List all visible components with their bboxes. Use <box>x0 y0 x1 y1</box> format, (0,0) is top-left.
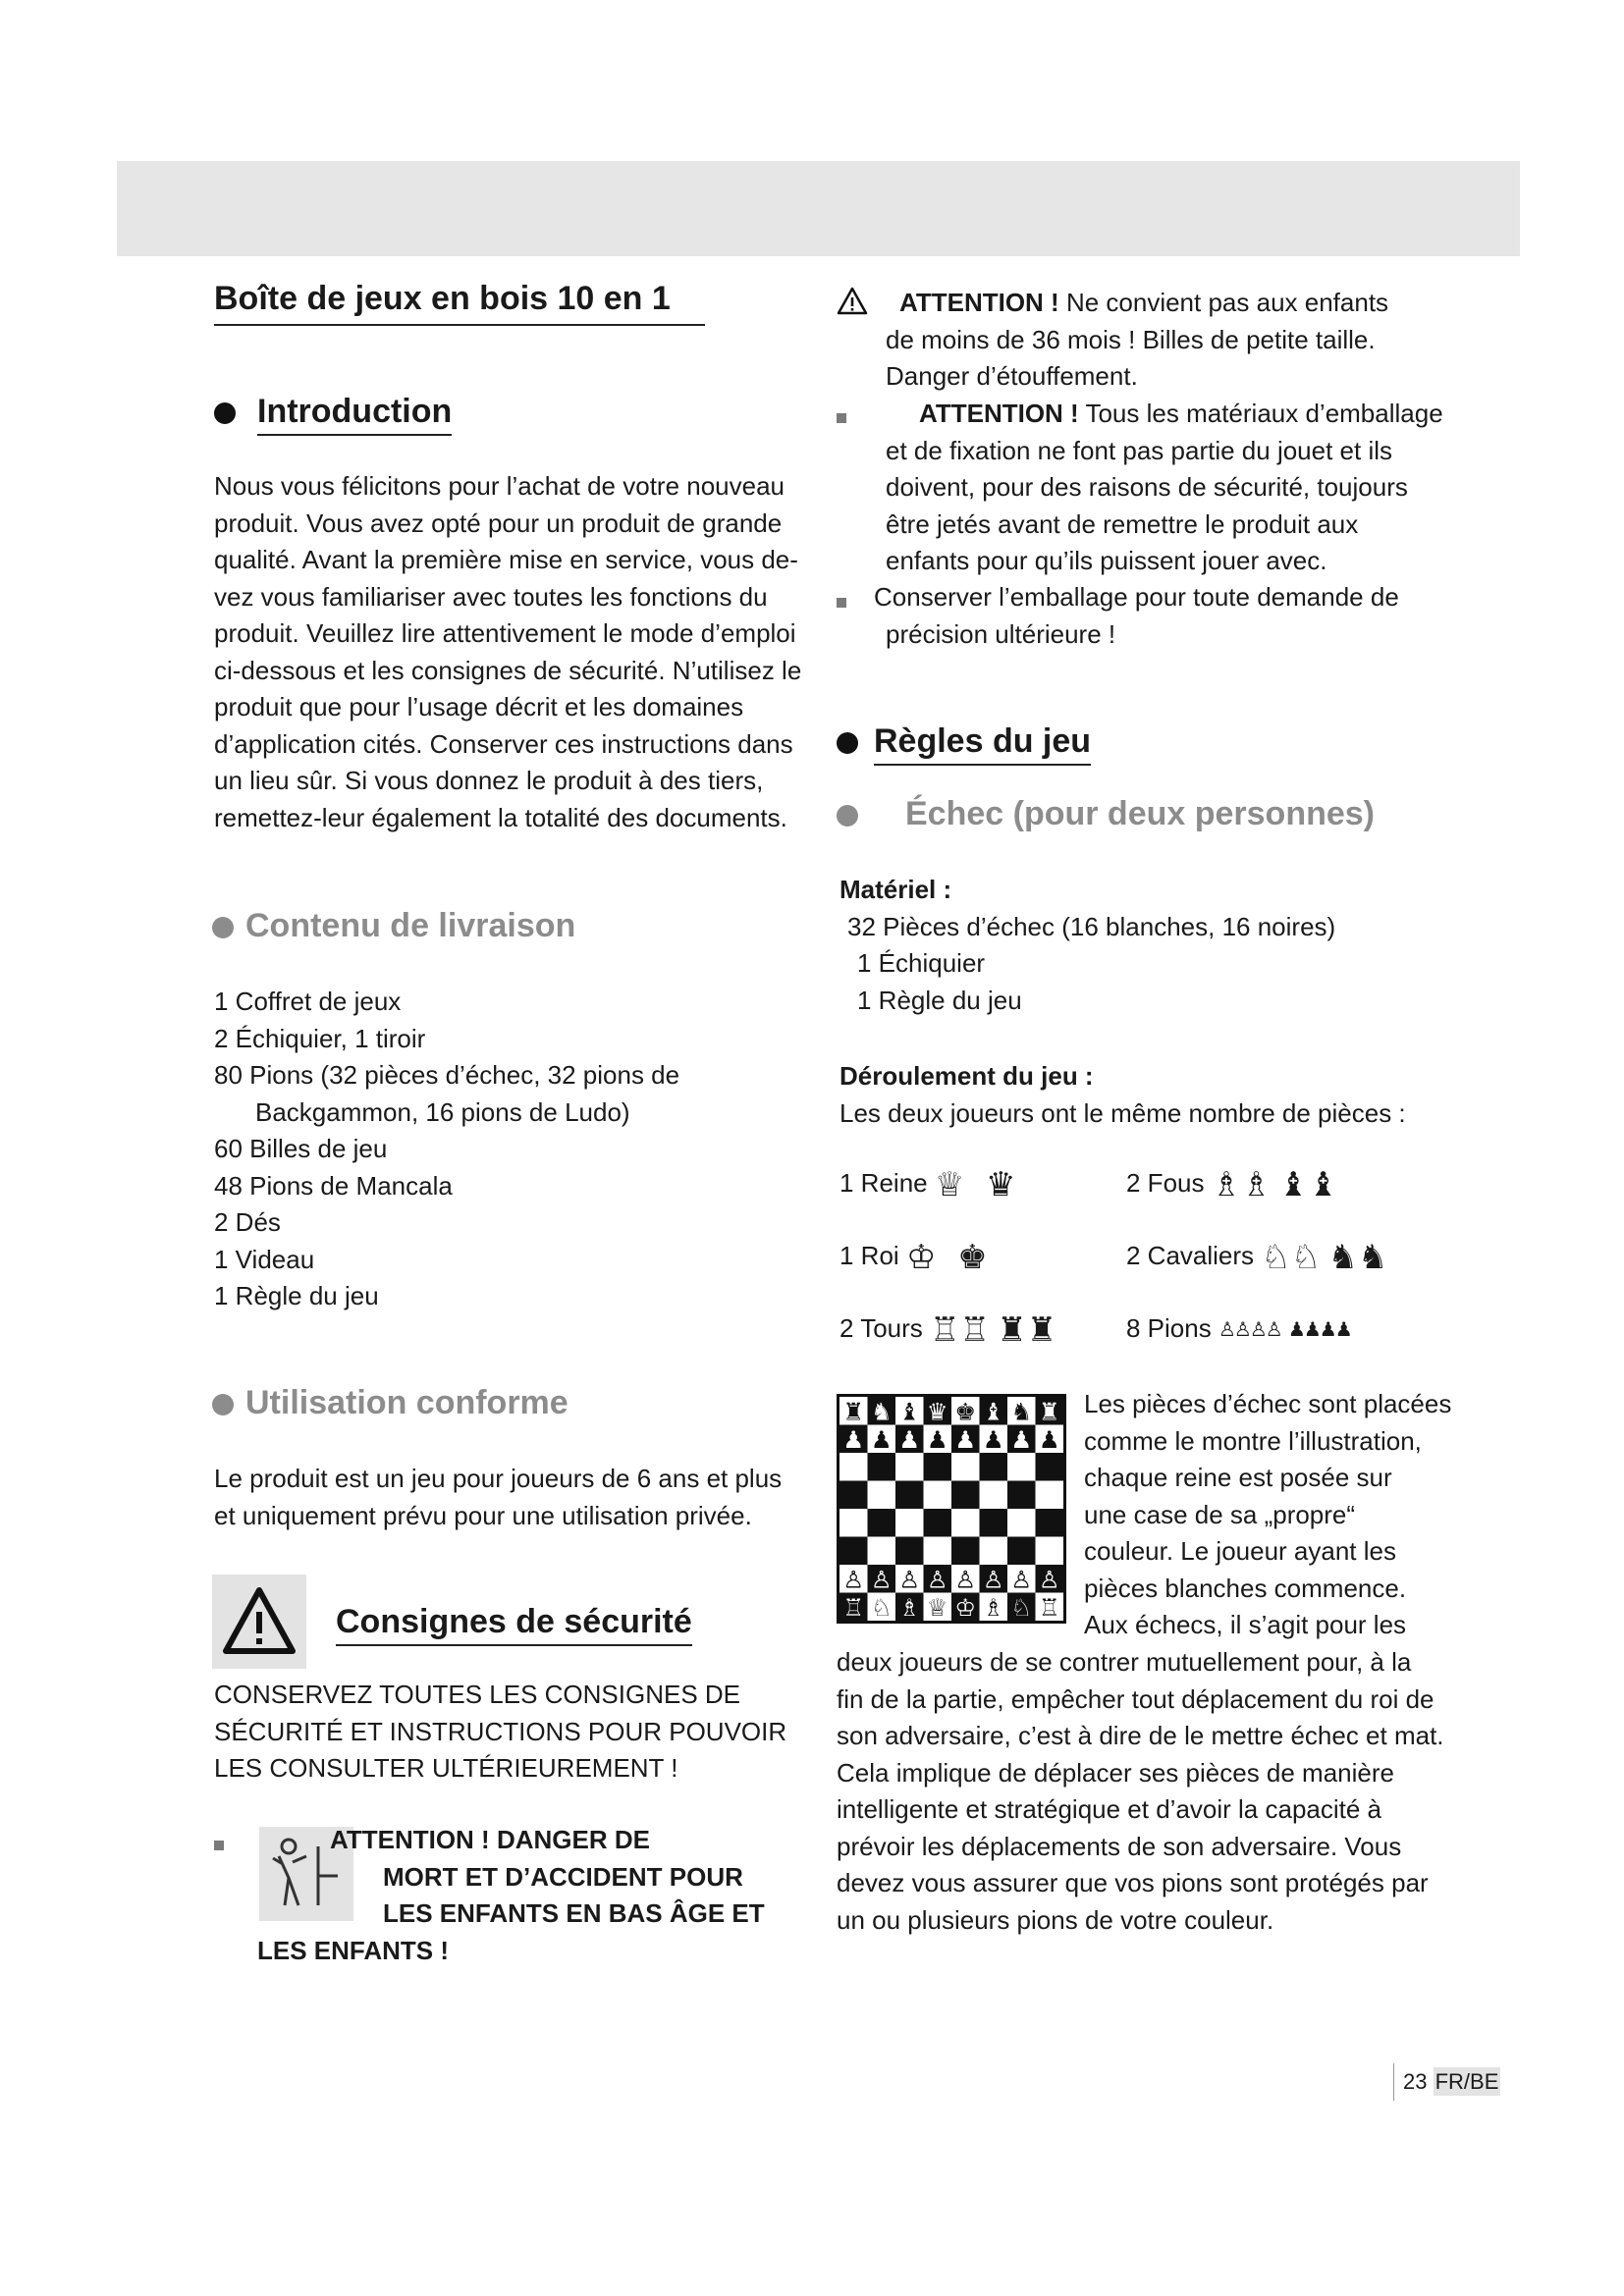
list-item: 80 Pions (32 pièces d’échec, 32 pions de <box>214 1060 680 1090</box>
board-square <box>868 1537 896 1566</box>
warning-2: ATTENTION ! Tous les matériaux d’emballage et de fixation ne font pas partie du jouet et ils doivent, pour des raisons de sécurité, toujours être jetés avant de remettre le produit aux enfants pour qu’ils puissent jouer avec. <box>886 399 1443 575</box>
piece-fous: 2 Fous ♗♗ ♝♝ <box>1126 1166 1338 1204</box>
board-piece <box>927 1594 948 1622</box>
board-piece <box>1010 1426 1032 1454</box>
board-square <box>895 1509 924 1537</box>
board-piece <box>898 1566 920 1593</box>
echec-heading: Échec (pour deux personnes) <box>837 795 1375 833</box>
materiel-block: Matériel : 32 Pièces d’échec (16 blanches, 16 noires) 1 Échiquier 1 Règle du jeu <box>839 875 1336 1015</box>
board-piece <box>1039 1426 1060 1454</box>
board-square <box>868 1453 896 1481</box>
black-king-icon: ♚ <box>957 1239 988 1277</box>
board-piece <box>954 1426 976 1454</box>
board-square <box>951 1509 980 1537</box>
board-square <box>1036 1509 1064 1537</box>
board-piece <box>1010 1398 1032 1425</box>
board-piece <box>898 1594 920 1622</box>
board-square <box>895 1481 924 1510</box>
board-square <box>868 1509 896 1537</box>
white-knight-icon: ♘♘ <box>1261 1239 1322 1277</box>
board-piece <box>842 1594 864 1622</box>
list-item: 60 Billes de jeu <box>214 1134 388 1163</box>
board-square <box>868 1481 896 1510</box>
board-square <box>980 1537 1008 1566</box>
page-number: 23 FR/BE <box>1393 2069 1500 2095</box>
bullet-dot-icon <box>837 732 858 754</box>
list-item: 2 Échiquier, 1 tiroir <box>214 1023 426 1053</box>
board-square <box>951 1537 980 1566</box>
chessboard-illustration <box>837 1394 1066 1624</box>
bullet-dot-icon <box>212 1394 234 1415</box>
board-piece <box>983 1398 1004 1425</box>
board-square <box>839 1509 868 1537</box>
board-square <box>924 1453 952 1481</box>
board-piece <box>1010 1594 1032 1622</box>
bullet-dot-icon <box>214 402 236 424</box>
board-piece <box>842 1398 864 1425</box>
board-square <box>895 1537 924 1566</box>
danger-text: ATTENTION ! DANGER DE MORT ET D’ACCIDENT POUR LES ENFANTS EN BAS ÂGE ET LES ENFANTS ! <box>257 1825 765 1965</box>
board-piece <box>1039 1594 1060 1622</box>
list-item: 1 Videau <box>214 1244 315 1274</box>
utilisation-text: Le produit est un jeu pour joueurs de 6 ans et plus et uniquement prévu pour une utilisation privée. <box>214 1464 783 1530</box>
black-pawn-icon: ♟♟♟♟ <box>1287 1319 1351 1342</box>
warning-icon-box <box>212 1575 306 1669</box>
white-pawn-icon: ♙♙♙♙ <box>1218 1319 1281 1342</box>
white-queen-icon: ♕ <box>934 1166 965 1204</box>
black-bishop-icon: ♝♝ <box>1277 1166 1338 1204</box>
list-item: Backgammon, 16 pions de Ludo) <box>255 1096 630 1127</box>
board-square <box>951 1453 980 1481</box>
board-square <box>980 1509 1008 1537</box>
list-item: 1 Coffret de jeux <box>214 987 402 1016</box>
securite-heading: Consignes de sécurité <box>336 1603 692 1641</box>
board-square <box>924 1537 952 1566</box>
deroulement-block: Déroulement du jeu : Les deux joueurs ont le même nombre de pièces : <box>839 1061 1406 1128</box>
document-title: Boîte de jeux en bois 10 en 1 <box>214 280 705 326</box>
board-piece <box>871 1594 893 1622</box>
board-square <box>924 1481 952 1510</box>
board-square <box>839 1481 868 1510</box>
regles-body: deux joueurs de se contrer mutuellement pour, à la fin de la partie, empêcher tout déplacement du roi de son adversaire, c’est à dire de le mettre échec et mat. Cela implique de déplacer ses pièces de manière intelligente et stratégique et d’avoir la capacité à prévoir les déplacements de son adversaire. Vous devez vous assurer que vos pions sont protégés par un ou plusieurs pions de votre couleur. <box>837 1647 1444 1935</box>
board-square <box>1007 1509 1036 1537</box>
board-square <box>1007 1453 1036 1481</box>
board-square <box>1007 1537 1036 1566</box>
board-square <box>839 1537 868 1566</box>
board-piece <box>954 1566 976 1593</box>
board-square <box>951 1481 980 1510</box>
regles-heading: Règles du jeu <box>837 722 1091 761</box>
board-piece <box>898 1426 920 1454</box>
utilisation-heading: Utilisation conforme <box>212 1384 568 1422</box>
board-square <box>924 1509 952 1537</box>
warning-1: ATTENTION ! Ne convient pas aux enfants de moins de 36 mois ! Billes de petite taille. Danger d’étouffement. <box>886 288 1389 391</box>
white-king-icon: ♔ <box>905 1239 937 1277</box>
piece-tours: 2 Tours ♖♖ ♜♜ <box>839 1311 1057 1350</box>
board-piece <box>983 1566 1004 1593</box>
board-piece <box>983 1594 1004 1622</box>
board-piece <box>954 1594 976 1622</box>
piece-reine: 1 Reine ♕ ♛ <box>839 1166 1016 1204</box>
piece-roi: 1 Roi ♔ ♚ <box>839 1239 988 1277</box>
board-square <box>1036 1537 1064 1566</box>
warning-3: Conserver l’emballage pour toute demande de précision ultérieure ! <box>874 582 1399 649</box>
piece-pions: 8 Pions ♙♙♙♙ ♟♟♟♟ <box>1126 1313 1351 1343</box>
board-piece <box>871 1566 893 1593</box>
introduction-text: Nous vous félicitons pour l’achat de votre nouveau produit. Vous avez opté pour un produit de grande qualité. Avant la première mise en service, vous de- vez vous familiariser avec toutes les fonctions du produit. Veuillez lire attentivement le mode d’emploi ci-dessous et les consignes de sécurité. N’utilisez le produit que pour l’usage décrit et les domaines d’application cités. Conserver ces instructions dans un lieu sûr. Si vous donnez le produit à des tiers, remettez-leur également la totalité des documents. <box>214 471 802 832</box>
bullet-square-icon <box>214 1841 224 1850</box>
black-rook-icon: ♜♜ <box>997 1311 1057 1350</box>
board-square <box>1007 1481 1036 1510</box>
board-description: Les pièces d’échec sont placées comme le montre l’illustration, chaque reine est posée sur une case de sa „propre“ couleur. Le joueur ayant les pièces blanches commence. Aux échecs, il s’agit pour les <box>1084 1389 1452 1639</box>
board-square <box>1036 1481 1064 1510</box>
board-piece <box>927 1566 948 1593</box>
board-piece <box>842 1426 864 1454</box>
board-piece <box>871 1398 893 1425</box>
list-item: 2 Dés <box>214 1207 281 1237</box>
warning-triangle-icon <box>212 1575 306 1669</box>
contenu-list <box>214 984 803 1315</box>
bullet-dot-icon <box>837 805 858 827</box>
header-band <box>117 161 1520 256</box>
white-bishop-icon: ♗♗ <box>1211 1166 1272 1204</box>
list-item: 1 Règle du jeu <box>214 1281 379 1310</box>
black-queen-icon: ♛ <box>986 1166 1016 1204</box>
board-piece <box>927 1426 948 1454</box>
board-square <box>839 1453 868 1481</box>
list-item: 48 Pions de Mancala <box>214 1170 453 1201</box>
contenu-heading: Contenu de livraison <box>212 907 575 945</box>
black-knight-icon: ♞♞ <box>1327 1239 1388 1277</box>
board-piece <box>842 1566 864 1593</box>
board-square <box>895 1453 924 1481</box>
piece-cavaliers: 2 Cavaliers ♘♘ ♞♞ <box>1126 1239 1388 1277</box>
board-piece <box>954 1398 976 1425</box>
board-piece <box>1039 1566 1060 1593</box>
bullet-dot-icon <box>212 917 234 938</box>
board-piece <box>1039 1398 1060 1425</box>
securite-caps-text: CONSERVEZ TOUTES LES CONSIGNES DE SÉCURITÉ ET INSTRUCTIONS POUR POUVOIR LES CONSULTER ULTÉRIEUREMENT ! <box>214 1680 787 1783</box>
board-square <box>980 1453 1008 1481</box>
board-piece <box>871 1426 893 1454</box>
introduction-heading: Introduction <box>214 393 452 431</box>
board-piece <box>927 1398 948 1425</box>
board-square <box>1036 1453 1064 1481</box>
board-square <box>980 1481 1008 1510</box>
white-rook-icon: ♖♖ <box>930 1311 990 1350</box>
board-piece <box>983 1426 1004 1454</box>
board-piece <box>898 1398 920 1425</box>
board-piece <box>1010 1566 1032 1593</box>
